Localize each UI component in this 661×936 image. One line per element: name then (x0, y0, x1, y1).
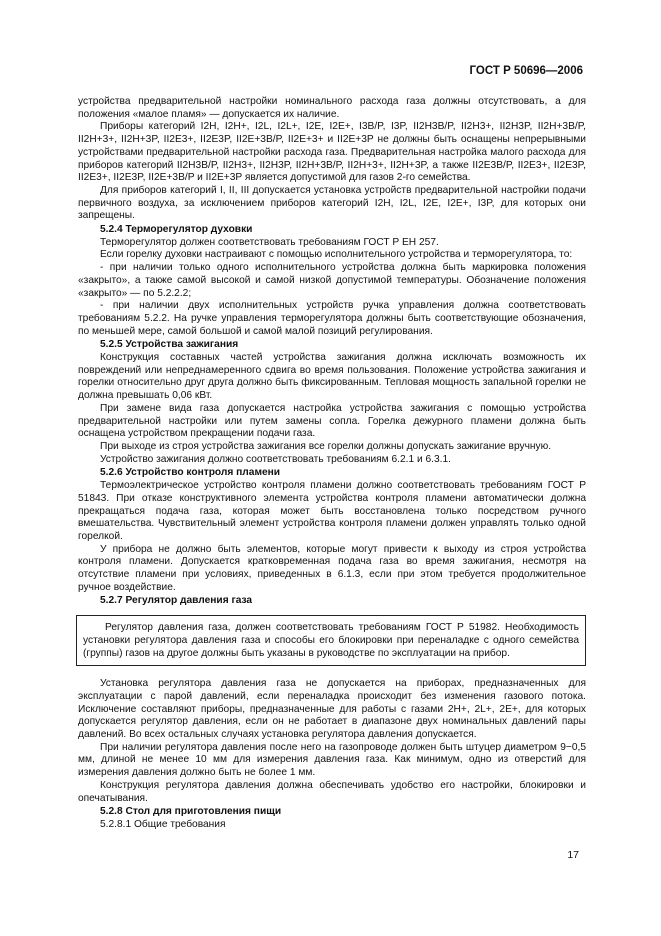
paragraph: Если горелку духовки настраивают с помощью исполнительного устройства и терморегулятора, то: (100, 249, 573, 261)
paragraph: Термоэлектрическое устройство контроля пламени должно соответствовать требованиям ГОСТ Р 51843. При отказе конструктивного элемента устройства контроля пламени автоматически должна прекращаться подача газа, которая может быть восстановлена только посредством ручного вмешательства. Чувствительный элемент устройства контроля пламени должен управлять только одной горелкой. (78, 480, 586, 542)
section-heading-5-2-4: 5.2.4 Терморегулятор духовки (100, 224, 253, 236)
paragraph: Терморегулятор должен соответствовать требованиям ГОСТ Р ЕН 257. (100, 236, 439, 248)
page-number: 17 (567, 849, 579, 861)
paragraph: У прибора не должно быть элементов, которые могут привести к выходу из строя устройства контроля пламени. Допускается кратковременная подача газа во время зажигания, несмотря на отсутствие пламени при условиях, приведенных в 6.1.3, если при этом требуется продолжительное ручное воздействие. (78, 543, 586, 593)
subsection-heading-5-2-8-1: 5.2.8.1 Общие требования (100, 818, 226, 830)
section-heading-5-2-7: 5.2.7 Регулятор давления газа (100, 595, 253, 607)
list-item: - при наличии двух исполнительных устройств ручка управления должна соответствовать требованиям 5.2.2. На ручке управления терморегулятора должны быть соответствующие обозначения, по меньшей мере, самой большой и самой малой позиций регулирования. (78, 300, 586, 337)
document-header: ГОСТ Р 50696—2006 (469, 65, 583, 77)
paragraph: При замене вида газа допускается настройка устройства зажигания с помощью устройства предварительной настройки или путем замены сопла. Горелка дежурного пламени должна быть оснащена устройством прекращении подачи газа. (78, 402, 586, 440)
section-heading-5-2-8: 5.2.8 Стол для приготовления пищи (100, 806, 282, 818)
paragraph: Конструкция составных частей устройства зажигания должна исключать возможность их повреждений или непреднамеренного сдвига во время пользования. Положение устройства зажигания и горелки относительно друг друга должно быть фиксированным. Тепловая мощность запальной горелки не должна превышать 0,06 кВт. (78, 352, 586, 402)
paragraph: Приборы категорий I2H, I2H+, I2L, I2L+, I2E, I2E+, I3B/P, I3P, II2H3B/P, II2H3+, II2H3P, II2H+3B/P, II2H+3+, II2H+3P, II2E3+, II2E3P, II2E+3B/P, II2E+3+ и II2E+3P не должны быть оснащены непрерывными устройствами предварительной настройки расхода газа. Предварительная настройка малого расхода для приборов категорий II2H3B/P, II2H3+, II2H3P, II2H+3B/P, II2H+3+, II2H+3P, а также II2E3B/P, II2E3+, II2E3P, II2E3+, II2E3P, II2E+3B/P и II2E+3P является допустимой для газов 2-го семейства. (78, 121, 586, 184)
paragraph: Устройство зажигания должно соответствовать требованиям 6.2.1 и 6.3.1. (100, 453, 451, 465)
paragraph: Установка регулятора давления газа не допускается на приборах, предназначенных для эксплуатации с парой давлений, если переналадка происходит без изменения газового потока. Исключение составляют приборы, предназначенные для работы с газами 2H+, 2L+, 2E+, для которых допускается регулятор давления, если он не работает в диапазоне двух номинальных давлений пары давлений. Во всех остальных случаях установка регулятора давления допускается. (78, 678, 586, 741)
paragraph: устройства предварительной настройки номинального расхода газа должны отсутствовать, а для положения «малое пламя» — допускается их наличие. (78, 96, 586, 120)
section-heading-5-2-5: 5.2.5 Устройства зажигания (100, 339, 239, 351)
paragraph: При выходе из строя устройства зажигания все горелки должны допускать зажигание вручную. (100, 440, 552, 452)
boxed-paragraph: Регулятор давления газа, должен соответствовать требованиям ГОСТ Р 51982. Необходимость установки регулятора давления газа и способы его блокировки при переналадке с одного семейства (группы) газов на другое должны быть указаны в руководстве по эксплуатации на прибор. (76, 615, 586, 666)
document-body (78, 96, 586, 832)
paragraph: Для приборов категорий I, II, III допускается установка устройств предварительной настройки подачи первичного воздуха, за исключением приборов категорий I2H, I2L, I2E, I2E+, I3P, для которых они запрещены. (78, 184, 586, 222)
section-heading-5-2-6: 5.2.6 Устройство контроля пламени (100, 467, 281, 479)
paragraph: Конструкция регулятора давления должна обеспечивать удобство его настройки, блокировки и опечатывания. (78, 779, 586, 804)
paragraph: При наличии регулятора давления после него на газопроводе должен быть штуцер диаметром 9−0,5 мм, длиной не менее 10 мм для измерения давления газа. Как минимум, одно из отверстий для измерения давления должно быть не более 1 мм. (78, 741, 586, 779)
list-item: - при наличии только одного исполнительного устройства должна быть маркировка положения «закрыто», а также самой высокой и самой низкой допустимой температуры. Обозначение положения «закрыто» — по 5.2.2.2; (78, 262, 586, 299)
